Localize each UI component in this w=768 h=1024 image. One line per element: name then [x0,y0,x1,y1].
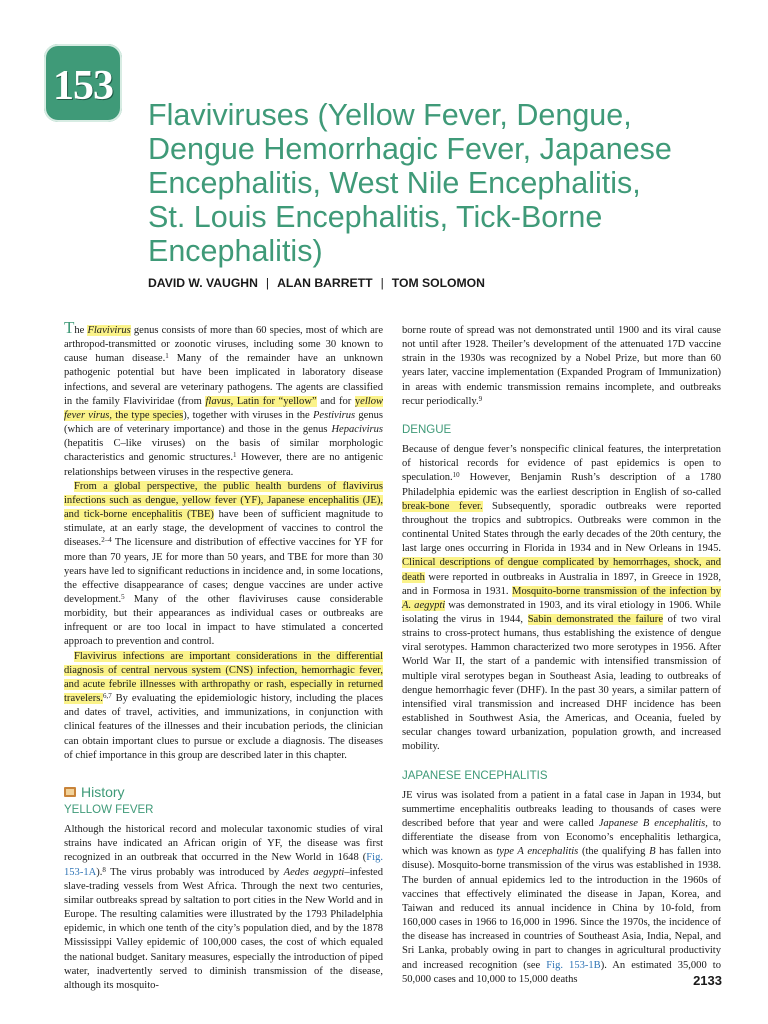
title-line: Dengue Hemorrhagic Fever, Japanese [148,132,672,166]
body-paragraph: Because of dengue fever’s nonspecific clinical features, the interpretation of historical records for evidence of past epidemics is open to speculation.$^{10}$ However, Benjamin Rush’s description of a 1780 Philadelphia epidemic was the earliest description in English of so-called break-bone fever. Subsequently, sporadic outbreaks were reported throughout the tropics and subtropics. Outbreaks were common in the continental United States through the early decades of the 20th century, the last large ones occurring in Florida in 1934 and in New Orleans in 1945. Clinical descriptions of dengue complicated by hemorrhages, shock, and death were reported in outbreaks in Australia in 1897, in Greece in 1928, and in Formosa in 1931. Mosquito-borne transmission of the infection by A. aegypti was demonstrated in 1903, and its viral etiology in 1906. While isolating the virus in 1944, Sabin demonstrated the failure of two viral strains to cross-protect humans, thus establishing the existence of dengue viral serotypes. Hammon characterized two more serotypes in 1956. After World War II, the start of a pandemic with intensified transmission of multiple viral serotypes began in Southeast Asia, leading to outbreaks of dengue hemorrhagic fever (DHF). In the past 30 years, a similar pattern of intensified viral transmission and increased DHF incidence has been established in Southwest Asia, the Americas, and Oceania, fueled by secular changes toward urbanization, population growth, and increased mobility. [402,444,722,753]
body-paragraph: borne route of spread was not demonstrated until 1900 and its viral cause not until after 1928. Theiler’s development of the attenuated 17D vaccine strain in the 1930s was recognized by a Nobel Prize, but more than 60 years later, vaccine implementation (Expanded Program of Immunization) in areas with endemic transmission remains incomplete, and outbreaks recur periodically.$^9$ [402,325,721,407]
author-name: TOM SOLOMON [391,276,485,290]
left-column [64,318,384,993]
subsection-heading-japanese-encephalitis: JAPANESE ENCEPHALITIS [402,769,548,782]
chapter-badge [44,44,122,122]
body-paragraph: From a global perspective, the public health burdens of flavivirus infections such as dengue, yellow fever (YF), Japanese encephalitis (JE), and tick-borne encephalitis (TBE) have been of sufficient magnitude to stimulate, at an early stage, the development of vaccines to control the diseases.$^{2-4}$ The licensure and distribution of effective vaccines for YF for more than 70 years, JE for more than 50 years, and TBE for more than 30 years have led to significant reductions in incidence and, in some locations, the effective disappearance of cases; dengue vaccines are under active development.$^5$ Many of the other flaviviruses cause considerable morbidity, but their appearances as individual cases or outbreaks are infrequent or are too local in impact to have stimulated a concerted approach to prevention and control. [64,480,383,648]
author-name: DAVID W. VAUGHN [148,276,258,290]
subsection-heading-yellow-fever: YELLOW FEVER [64,804,154,816]
book-icon [64,787,76,797]
author-name: ALAN BARRETT [277,276,373,290]
chapter-title [148,98,748,268]
body-paragraph: JE virus was isolated from a patient in a fatal case in Japan in 1934, but summertime encephalitis outbreaks leading to thousands of cases were described before that year and were called Japanese B encephalitis, to differentiate the disease from von Economo’s encephalitis lethargica, which was known as type A encephalitis (the qualifying B has fallen into disuse). Mosquito-borne transmission of the virus was established in 1938. The burden of annual epidemics led to the introduction in the 1960s of vaccines that effectively eliminated the disease in Japan, Korea, and Taiwan and reduced its annual incidence in China by 10-fold, from 160,000 cases in 1966 to 16,000 in 1996. Since the 1970s, the incidence of the disease has increased in countries of Southeast Asia, India, Nepal, and Sri Lanka, probably owing in part to changes in agricultural productivity and increased recognition (see Fig. 153-1B). An estimated 35,000 to 50,000 cases and 10,000 to 15,000 deaths [402,789,722,985]
section-heading-history: History [64,785,383,799]
chapter-number: 153 [53,63,113,109]
title-line: Encephalitis, West Nile Encephalitis, [148,166,641,200]
author-list [148,276,485,290]
body-paragraph: The Flavivirus genus consists of more than 60 species, most of which are arthropod-transmitted or zoonotic viruses, including some 30 known to cause human disease.$^1$ Many of the remainder have an unknown pathogenic potential but have been implicated in laboratory disease infections, and several are veterinary pathogens. The agents are classified in the family Flaviviridae (from flavus, Latin for “yellow” and for yellow fever virus, the type species), together with viruses in the Pestivirus genus (which are of veterinary importance) and those in the genus Hepacivirus (hepatitis C–like viruses) on the basis of similar morphologic characteristics and genomic structures.$^1$ However, there are no antigenic relationships between viruses in the respective genera. [64,318,384,478]
body-paragraph: Flavivirus infections are important considerations in the differential diagnosis of central nervous system (CNS) infection, hemorrhagic fever, and acute febrile illnesses with arthropathy or rash, especially in returned travelers.$^{6,7}$ By evaluating the epidemiologic history, including the places and dates of travel, activities, and immunizations, in conjunction with clinical features of the illnesses and their incubation periods, the clinician can obtain important clues to pursue or exclude a diagnosis. The diseases of chief importance in this group are described later in this chapter. [64,650,383,761]
right-column [402,324,721,987]
title-line: Encephalitis) [148,234,323,268]
figure-link[interactable]: Fig. 153-1B [546,959,601,971]
author-separator: | [265,276,270,290]
body-paragraph: Although the historical record and molecular taxonomic studies of viral strains have indicated an African origin of YF, the disease was first recognized in an outbreak that occurred in the New World in 1648 (Fig. 153-1A).$^8$ The virus probably was introduced by Aedes aegypti–infested slave-trading vessels from West Africa. Through the next two centuries, similar outbreaks spread by saltation to port cities in the New World and in Europe. The resulting calamities were illustrated by the 1793 Philadelphia epidemic, in which one tenth of the city’s population died, and by the 1878 Mississippi Valley epidemic of 100,000 cases, the cost of which equaled the national budget. Sanitary measures, especially the introduction of piped water, inadvertently served to diminish transmission of the disease, although its mosquito- [64,824,383,991]
title-line: St. Louis Encephalitis, Tick-Borne [148,200,603,234]
page-number: 2133 [693,973,722,988]
author-separator: | [380,276,384,290]
subsection-heading-dengue: DENGUE [402,423,452,436]
title-line: Flaviviruses (Yellow Fever, Dengue, [148,98,632,132]
figure-link[interactable]: Fig. 153-1A [64,852,383,878]
